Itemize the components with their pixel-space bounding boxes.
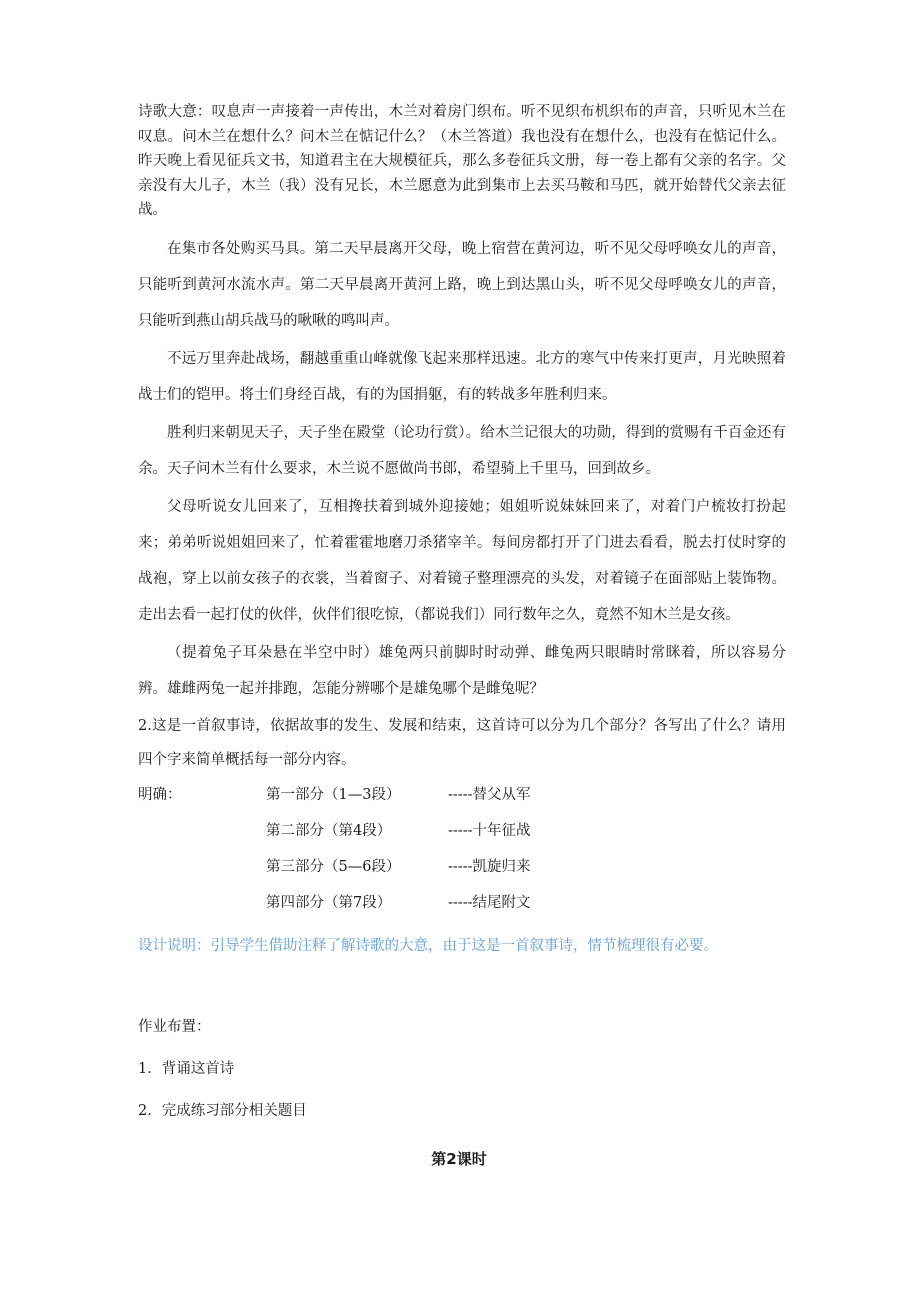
homework-item: 2．完成练习部分相关题目 bbox=[138, 1102, 307, 1119]
answer-row bbox=[266, 891, 786, 915]
answer-row bbox=[266, 855, 786, 879]
lesson-title: 第2课时 bbox=[431, 1149, 487, 1168]
question-2: 2.这是一首叙事诗，依据故事的发生、发展和结束，这首诗可以分为几个部分？各写出了什么？请用四个字来简单概括每一部分内容。 bbox=[138, 717, 786, 768]
answer-label: 明确： bbox=[138, 786, 182, 803]
answer-summary: -----凯旋归来 bbox=[448, 858, 531, 875]
translation-paragraph-4: 胜利归来朝见天子，天子坐在殿堂（论功行赏）。给木兰记很大的功勋，得到的赏赐有千百金还有余。天子问木兰有什么要求，木兰说不愿做尚书郎，希望骑上千里马，回到故乡。 bbox=[138, 424, 786, 477]
answer-part: 第四部分（第7段） bbox=[266, 894, 392, 911]
translation-paragraph-2: 在集市各处购买马具。第二天早晨离开父母，晚上宿营在黄河边，听不见父母呼唤女儿的声音，只能听到黄河水流水声。第二天早晨离开黄河上路，晚上到达黑山头，听不见父母呼唤女儿的声音，只能听到燕山胡兵战马的啾啾的鸣叫声。 bbox=[138, 240, 786, 329]
answer-block bbox=[138, 781, 786, 929]
answer-part: 第二部分（第4段） bbox=[266, 822, 392, 839]
answer-row bbox=[266, 819, 786, 843]
homework-title: 作业布置： bbox=[138, 1018, 211, 1035]
homework-item: 1．背诵这首诗 bbox=[138, 1060, 235, 1077]
translation-paragraph-6: （提着兔子耳朵悬在半空中时）雄兔两只前脚时时动弹、雌兔两只眼睛时常眯着，所以容易分辨。雄雌两兔一起并排跑，怎能分辨哪个是雄兔哪个是雌兔呢？ bbox=[138, 644, 786, 697]
answer-summary: -----结尾附文 bbox=[448, 894, 531, 911]
answer-row bbox=[266, 783, 786, 807]
design-note: 设计说明：引导学生借助注释了解诗歌的大意，由于这是一首叙事诗，情节梳理很有必要。 bbox=[138, 937, 718, 954]
answer-summary: -----十年征战 bbox=[448, 822, 531, 839]
answer-summary: -----替父从军 bbox=[448, 786, 531, 803]
translation-paragraph-5: 父母听说女儿回来了，互相搀扶着到城外迎接她；姐姐听说妹妹回来了，对着门户梳妆打扮起来；弟弟听说姐姐回来了，忙着霍霍地磨刀杀猪宰羊。每间房都打开了门进去看看，脱去打仗时穿的战袍，穿上以前女孩子的衣裳，当着窗子、对着镜子整理漂亮的头发，对着镜子在面部贴上装饰物。走出去看一起打仗的伙伴，伙伴们很吃惊，（都说我们）同行数年之久，竟然不知木兰是女孩。 bbox=[138, 498, 786, 623]
translation-paragraph-3: 不远万里奔赴战场，翻越重重山峰就像飞起来那样迅速。北方的寒气中传来打更声，月光映照着战士们的铠甲。将士们身经百战，有的为国捐躯，有的转战多年胜利归来。 bbox=[138, 350, 786, 403]
answer-part: 第三部分（5—6段） bbox=[266, 858, 401, 875]
poem-meaning-intro: 诗歌大意：叹息声一声接着一声传出，木兰对着房门织布。听不见织布机织布的声音，只听见木兰在叹息。问木兰在想什么？问木兰在惦记什么？（木兰答道）我也没有在想什么，也没有在惦记什么。昨天晚上看见征兵文书，知道君主在大规模征兵，那么多卷征兵文册，每一卷上都有父亲的名字。父亲没有大儿子，木兰（我）没有兄长，木兰愿意为此到集市上去买马鞍和马匹，就开始替代父亲去征战。 bbox=[138, 104, 786, 218]
answer-part: 第一部分（1—3段） bbox=[266, 786, 401, 803]
document-page bbox=[138, 100, 786, 1171]
